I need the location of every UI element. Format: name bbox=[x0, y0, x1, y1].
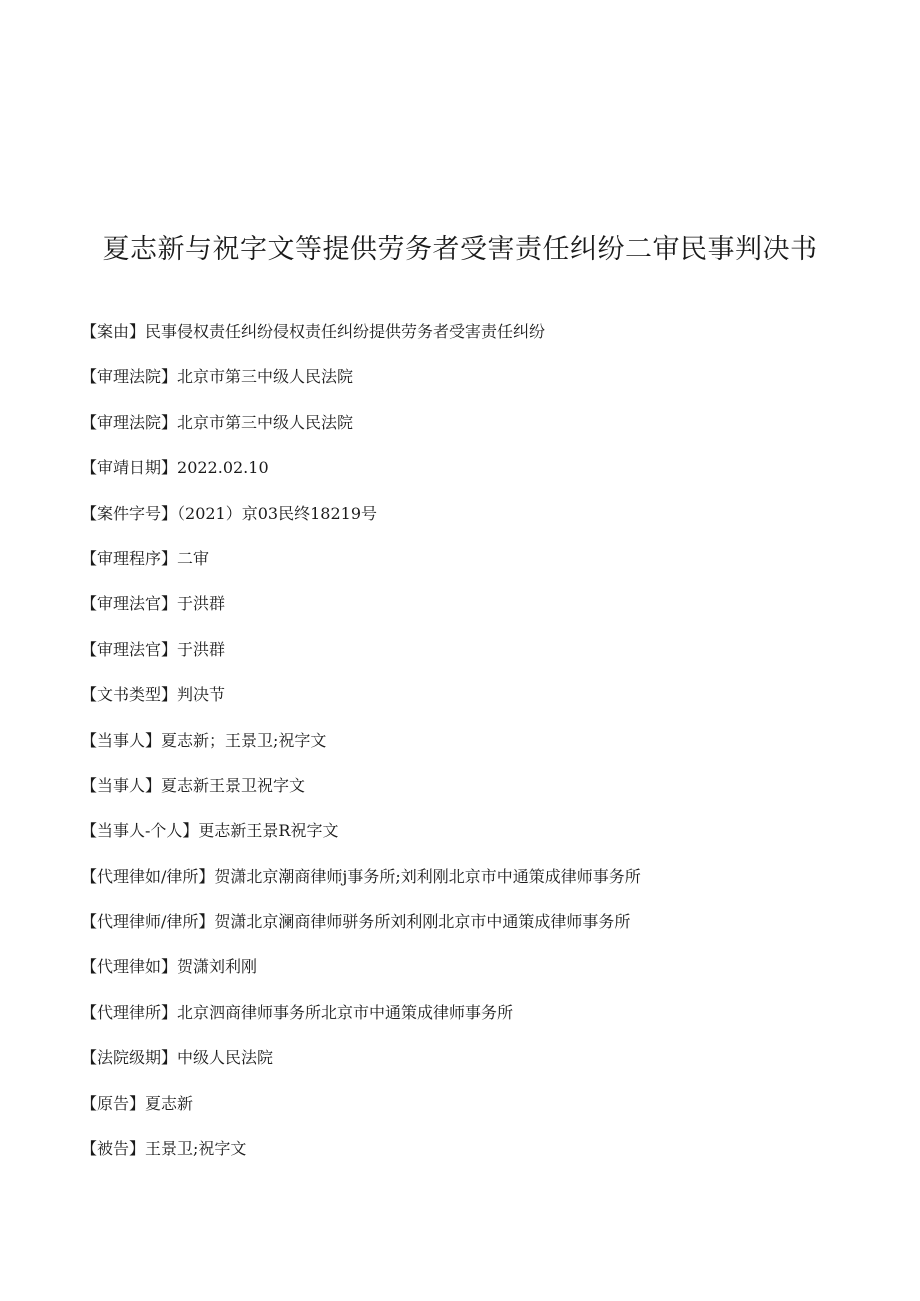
field-label: 【当事人】 bbox=[81, 775, 162, 795]
field-case-cause bbox=[81, 318, 881, 363]
field-label: 【当事人】 bbox=[81, 730, 162, 750]
field-value: 夏志新 bbox=[145, 1093, 194, 1113]
field-label: 【代理律所】 bbox=[81, 1002, 178, 1022]
field-label: 【审理程序】 bbox=[81, 548, 178, 568]
field-label: 【代理律如/律所】 bbox=[81, 866, 215, 886]
field-value: 判决节 bbox=[177, 685, 226, 705]
field-agent-lawyer bbox=[81, 953, 881, 998]
field-value: 北京泗商律师事务所北京市中通策成律师事务所 bbox=[177, 1002, 514, 1022]
field-value: 于洪群 bbox=[177, 639, 226, 659]
field-procedure bbox=[81, 545, 881, 590]
field-court bbox=[81, 409, 881, 454]
field-judge bbox=[81, 636, 881, 681]
field-value: 民事侵权责任纠纷侵权责任纠纷提供劳务者受害责任纠纷 bbox=[145, 322, 546, 341]
field-judge bbox=[81, 590, 881, 635]
field-value: 王景卫;祝字文 bbox=[145, 1139, 247, 1159]
field-label: 【文书类型】 bbox=[81, 685, 178, 705]
field-agent-lawyer-firm bbox=[81, 908, 881, 953]
field-value: 贺潇北京潮商律师j事务所;刘利刚北京市中通策成律师事务所 bbox=[214, 866, 641, 886]
field-value: 中级人民法院 bbox=[177, 1048, 274, 1068]
field-case-number bbox=[81, 500, 881, 545]
field-label: 【审理法院】 bbox=[81, 412, 178, 432]
field-value: 贺潇北京澜商律师骈务所刘利刚北京市中通策成律师事务所 bbox=[214, 912, 631, 932]
field-court bbox=[81, 363, 881, 408]
field-value: （2021）京03民终18219号 bbox=[177, 503, 377, 523]
field-document-type bbox=[81, 681, 881, 726]
field-value: 北京市第三中级人民法院 bbox=[177, 412, 354, 432]
field-value: 贺潇刘利刚 bbox=[177, 957, 258, 977]
field-value: 2022.02.10 bbox=[177, 458, 269, 478]
field-plaintiff bbox=[81, 1090, 881, 1135]
field-value: 更志新王景R祝字文 bbox=[198, 821, 339, 841]
field-value: 二审 bbox=[177, 548, 210, 568]
field-label: 【审理法官】 bbox=[81, 594, 178, 614]
field-label: 【代理律如】 bbox=[81, 957, 178, 977]
field-label: 【审理法院】 bbox=[81, 367, 178, 387]
field-value: 北京市第三中级人民法院 bbox=[177, 367, 354, 387]
field-value: 夏志新；王景卫;祝字文 bbox=[161, 730, 327, 750]
field-court-level bbox=[81, 1044, 881, 1089]
document-title: 夏志新与祝字文等提供劳务者受害责任纠纷二审民事判决书 bbox=[102, 234, 818, 265]
field-value: 于洪群 bbox=[177, 594, 226, 614]
field-label: 【代理律师/律所】 bbox=[81, 912, 215, 932]
field-agent-firm bbox=[81, 999, 881, 1044]
field-label: 【当事人-个人】 bbox=[81, 821, 199, 841]
field-label: 【案由】 bbox=[81, 322, 146, 341]
field-label: 【被告】 bbox=[81, 1139, 146, 1159]
field-label: 【案件字号】 bbox=[81, 503, 178, 523]
field-parties-individual bbox=[81, 817, 881, 862]
field-value: 夏志新王景卫祝字文 bbox=[161, 775, 306, 795]
field-defendant bbox=[81, 1135, 881, 1180]
field-parties bbox=[81, 772, 881, 817]
field-label: 【审靖日期】 bbox=[81, 458, 178, 478]
field-judgment-date bbox=[81, 454, 881, 499]
metadata-fields bbox=[81, 318, 881, 1180]
field-label: 【原告】 bbox=[81, 1093, 146, 1113]
field-label: 【审理法官】 bbox=[81, 639, 178, 659]
field-agent-lawyer-firm bbox=[81, 863, 881, 908]
field-label: 【法院级期】 bbox=[81, 1048, 178, 1068]
field-parties bbox=[81, 727, 881, 772]
